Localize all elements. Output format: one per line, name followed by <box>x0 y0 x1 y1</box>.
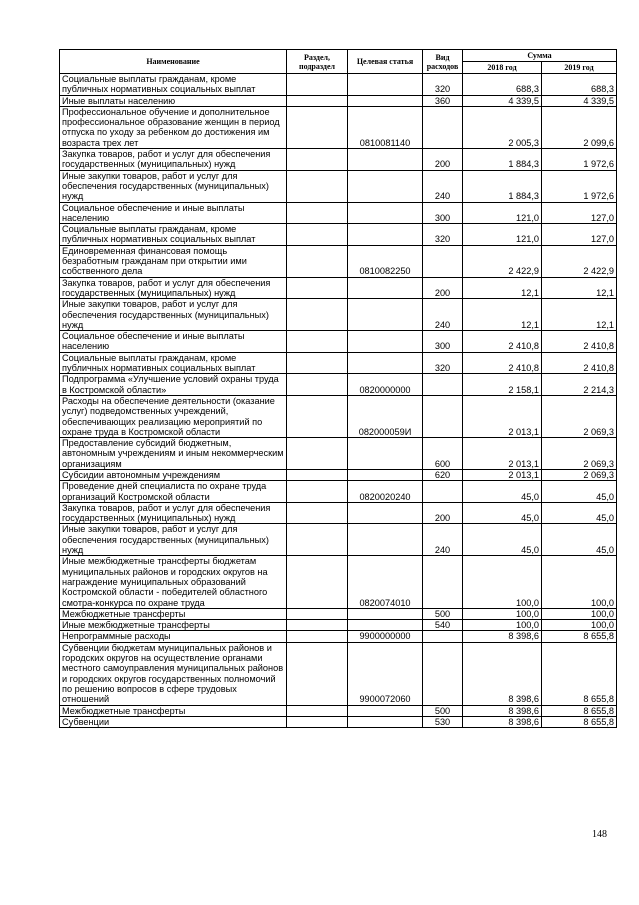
cell-2018: 1 884,3 <box>463 149 542 171</box>
table-row <box>60 331 617 353</box>
cell-2019: 2 069,3 <box>542 469 617 480</box>
cell-name: Межбюджетные трансферты <box>60 705 287 716</box>
cell-type <box>423 106 463 148</box>
cell-name: Закупка товаров, работ и услуг для обеспечения государственных (муниципальных) нужд <box>60 149 287 171</box>
cell-target <box>348 74 423 96</box>
cell-name: Социальные выплаты гражданам, кроме публичных нормативных социальных выплат <box>60 74 287 96</box>
cell-section <box>287 202 348 224</box>
cell-target: 0820000000 <box>348 374 423 396</box>
cell-2019: 2 410,8 <box>542 331 617 353</box>
budget-table-container <box>59 49 616 728</box>
cell-2018: 12,1 <box>463 299 542 331</box>
table-row <box>60 608 617 619</box>
header-section: Раздел, подраздел <box>287 50 348 74</box>
table-row <box>60 374 617 396</box>
table-row <box>60 170 617 202</box>
cell-type: 500 <box>423 608 463 619</box>
cell-name: Проведение дней специалиста по охране труда организаций Костромской области <box>60 481 287 503</box>
cell-2019: 8 655,8 <box>542 716 617 727</box>
cell-target <box>348 224 423 246</box>
cell-type: 620 <box>423 469 463 480</box>
table-row <box>60 224 617 246</box>
cell-type: 600 <box>423 438 463 470</box>
cell-2019: 100,0 <box>542 608 617 619</box>
cell-name: Иные выплаты населению <box>60 95 287 106</box>
cell-section <box>287 556 348 608</box>
cell-2018: 100,0 <box>463 556 542 608</box>
cell-2018: 45,0 <box>463 524 542 556</box>
cell-2018: 2 013,1 <box>463 395 542 437</box>
cell-type: 530 <box>423 716 463 727</box>
cell-type: 200 <box>423 149 463 171</box>
cell-section <box>287 331 348 353</box>
cell-type <box>423 481 463 503</box>
cell-2018: 8 398,6 <box>463 716 542 727</box>
cell-name: Социальное обеспечение и иные выплаты населению <box>60 331 287 353</box>
cell-2018: 100,0 <box>463 608 542 619</box>
table-row <box>60 299 617 331</box>
cell-2019: 8 655,8 <box>542 631 617 642</box>
header-sum: Сумма <box>463 50 617 62</box>
cell-section <box>287 106 348 148</box>
table-row <box>60 95 617 106</box>
cell-target: 0820074010 <box>348 556 423 608</box>
table-row <box>60 352 617 374</box>
cell-target <box>348 352 423 374</box>
table-row <box>60 481 617 503</box>
cell-section <box>287 608 348 619</box>
table-row <box>60 245 617 277</box>
cell-type: 240 <box>423 299 463 331</box>
cell-name: Социальные выплаты гражданам, кроме публичных нормативных социальных выплат <box>60 352 287 374</box>
cell-section <box>287 74 348 96</box>
cell-type <box>423 395 463 437</box>
cell-2018: 121,0 <box>463 224 542 246</box>
cell-section <box>287 395 348 437</box>
cell-section <box>287 245 348 277</box>
cell-section <box>287 481 348 503</box>
cell-target <box>348 95 423 106</box>
cell-section <box>287 631 348 642</box>
cell-name: Подпрограмма «Улучшение условий охраны труда в Костромской области» <box>60 374 287 396</box>
cell-target <box>348 202 423 224</box>
cell-name: Расходы на обеспечение деятельности (оказание услуг) подведомственных учреждений, обеспечивающих реализацию мероприятий по охране труда в Костромской области <box>60 395 287 437</box>
cell-2018: 121,0 <box>463 202 542 224</box>
cell-2019: 1 972,6 <box>542 170 617 202</box>
cell-type <box>423 642 463 705</box>
cell-2019: 8 655,8 <box>542 642 617 705</box>
table-row <box>60 524 617 556</box>
cell-target: 0810082250 <box>348 245 423 277</box>
cell-2019: 127,0 <box>542 224 617 246</box>
table-body <box>60 74 617 728</box>
cell-2018: 4 339,5 <box>463 95 542 106</box>
header-name: Наименование <box>60 50 287 74</box>
cell-section <box>287 524 348 556</box>
cell-2019: 2 422,9 <box>542 245 617 277</box>
header-year-2019: 2019 год <box>542 62 617 74</box>
cell-target <box>348 620 423 631</box>
cell-2019: 127,0 <box>542 202 617 224</box>
cell-type: 240 <box>423 524 463 556</box>
header-type: Вид расходов <box>423 50 463 74</box>
cell-section <box>287 469 348 480</box>
cell-type: 300 <box>423 202 463 224</box>
table-row <box>60 705 617 716</box>
table-row <box>60 556 617 608</box>
cell-name: Предоставление субсидий бюджетным, автономным учреждениям и иным некоммерческим организациям <box>60 438 287 470</box>
cell-target <box>348 524 423 556</box>
cell-name: Иные закупки товаров, работ и услуг для обеспечения государственных (муниципальных) нужд <box>60 299 287 331</box>
table-row <box>60 631 617 642</box>
cell-type: 540 <box>423 620 463 631</box>
cell-name: Закупка товаров, работ и услуг для обеспечения государственных (муниципальных) нужд <box>60 277 287 299</box>
cell-2018: 45,0 <box>463 481 542 503</box>
cell-2019: 2 410,8 <box>542 352 617 374</box>
cell-section <box>287 95 348 106</box>
cell-2019: 688,3 <box>542 74 617 96</box>
cell-2018: 1 884,3 <box>463 170 542 202</box>
cell-2019: 2 069,3 <box>542 438 617 470</box>
cell-2018: 8 398,6 <box>463 705 542 716</box>
cell-target: 082000059И <box>348 395 423 437</box>
cell-2018: 2 410,8 <box>463 352 542 374</box>
cell-type <box>423 631 463 642</box>
cell-type: 240 <box>423 170 463 202</box>
cell-section <box>287 149 348 171</box>
table-row <box>60 502 617 524</box>
cell-2018: 8 398,6 <box>463 642 542 705</box>
header-year-2018: 2018 год <box>463 62 542 74</box>
cell-name: Иные закупки товаров, работ и услуг для обеспечения государственных (муниципальных) нужд <box>60 170 287 202</box>
cell-2019: 2 214,3 <box>542 374 617 396</box>
budget-table <box>59 49 617 728</box>
cell-type <box>423 245 463 277</box>
cell-section <box>287 224 348 246</box>
cell-2019: 45,0 <box>542 481 617 503</box>
cell-section <box>287 502 348 524</box>
cell-target <box>348 149 423 171</box>
cell-2018: 2 422,9 <box>463 245 542 277</box>
cell-name: Социальные выплаты гражданам, кроме публичных нормативных социальных выплат <box>60 224 287 246</box>
cell-name: Профессиональное обучение и дополнительное профессиональное образование женщин в период отпуска по уходу за ребенком до достижения им возраста трех лет <box>60 106 287 148</box>
cell-section <box>287 352 348 374</box>
cell-section <box>287 277 348 299</box>
cell-2018: 2 013,1 <box>463 438 542 470</box>
cell-name: Единовременная финансовая помощь безработным гражданам при открытии ими собственного дела <box>60 245 287 277</box>
cell-section <box>287 716 348 727</box>
cell-2019: 8 655,8 <box>542 705 617 716</box>
table-row <box>60 74 617 96</box>
cell-2018: 45,0 <box>463 502 542 524</box>
table-row <box>60 106 617 148</box>
table-row <box>60 469 617 480</box>
cell-section <box>287 705 348 716</box>
cell-name: Социальное обеспечение и иные выплаты населению <box>60 202 287 224</box>
table-row <box>60 277 617 299</box>
table-row <box>60 395 617 437</box>
cell-2018: 2 013,1 <box>463 469 542 480</box>
cell-target <box>348 299 423 331</box>
cell-2019: 2 099,6 <box>542 106 617 148</box>
cell-type: 200 <box>423 277 463 299</box>
cell-2019: 45,0 <box>542 524 617 556</box>
cell-type: 320 <box>423 224 463 246</box>
cell-2019: 12,1 <box>542 277 617 299</box>
cell-name: Закупка товаров, работ и услуг для обеспечения государственных (муниципальных) нужд <box>60 502 287 524</box>
cell-target <box>348 608 423 619</box>
table-row <box>60 438 617 470</box>
cell-type: 300 <box>423 331 463 353</box>
cell-name: Иные межбюджетные трансферты бюджетам муниципальных районов и городских округов на награждение муниципальных образований Костромской области - победителей областного смотра-конкурса по охране труда <box>60 556 287 608</box>
page-number: 148 <box>592 829 607 840</box>
cell-type: 500 <box>423 705 463 716</box>
cell-section <box>287 374 348 396</box>
cell-target: 9900000000 <box>348 631 423 642</box>
cell-type: 320 <box>423 352 463 374</box>
cell-target <box>348 502 423 524</box>
cell-2018: 12,1 <box>463 277 542 299</box>
cell-2019: 12,1 <box>542 299 617 331</box>
cell-2019: 100,0 <box>542 556 617 608</box>
cell-target <box>348 705 423 716</box>
table-row <box>60 149 617 171</box>
table-row <box>60 202 617 224</box>
cell-section <box>287 438 348 470</box>
table-row <box>60 716 617 727</box>
cell-name: Субвенции бюджетам муниципальных районов и городских округов на осуществление органами местного самоуправления муниципальных районов и городских округов государственных полномочий по решению вопросов в сфере трудовых отношений <box>60 642 287 705</box>
cell-target <box>348 438 423 470</box>
table-row <box>60 642 617 705</box>
cell-2018: 8 398,6 <box>463 631 542 642</box>
cell-2019: 100,0 <box>542 620 617 631</box>
cell-type <box>423 556 463 608</box>
cell-target <box>348 716 423 727</box>
cell-name: Иные межбюджетные трансферты <box>60 620 287 631</box>
cell-name: Межбюджетные трансферты <box>60 608 287 619</box>
cell-2018: 2 158,1 <box>463 374 542 396</box>
cell-2018: 2 005,3 <box>463 106 542 148</box>
cell-name: Субсидии автономным учреждениям <box>60 469 287 480</box>
cell-target: 9900072060 <box>348 642 423 705</box>
cell-target <box>348 277 423 299</box>
cell-type <box>423 374 463 396</box>
cell-target: 0810081140 <box>348 106 423 148</box>
cell-2018: 2 410,8 <box>463 331 542 353</box>
cell-section <box>287 642 348 705</box>
cell-target <box>348 170 423 202</box>
cell-name: Непрограммные расходы <box>60 631 287 642</box>
cell-type: 320 <box>423 74 463 96</box>
cell-name: Субвенции <box>60 716 287 727</box>
cell-section <box>287 299 348 331</box>
cell-type: 200 <box>423 502 463 524</box>
cell-type: 360 <box>423 95 463 106</box>
cell-2019: 1 972,6 <box>542 149 617 171</box>
cell-target: 0820020240 <box>348 481 423 503</box>
cell-target <box>348 331 423 353</box>
cell-section <box>287 170 348 202</box>
cell-2019: 45,0 <box>542 502 617 524</box>
cell-target <box>348 469 423 480</box>
header-target: Целевая статья <box>348 50 423 74</box>
cell-2018: 100,0 <box>463 620 542 631</box>
cell-2019: 2 069,3 <box>542 395 617 437</box>
cell-2018: 688,3 <box>463 74 542 96</box>
table-row <box>60 620 617 631</box>
cell-section <box>287 620 348 631</box>
cell-name: Иные закупки товаров, работ и услуг для обеспечения государственных (муниципальных) нужд <box>60 524 287 556</box>
cell-2019: 4 339,5 <box>542 95 617 106</box>
